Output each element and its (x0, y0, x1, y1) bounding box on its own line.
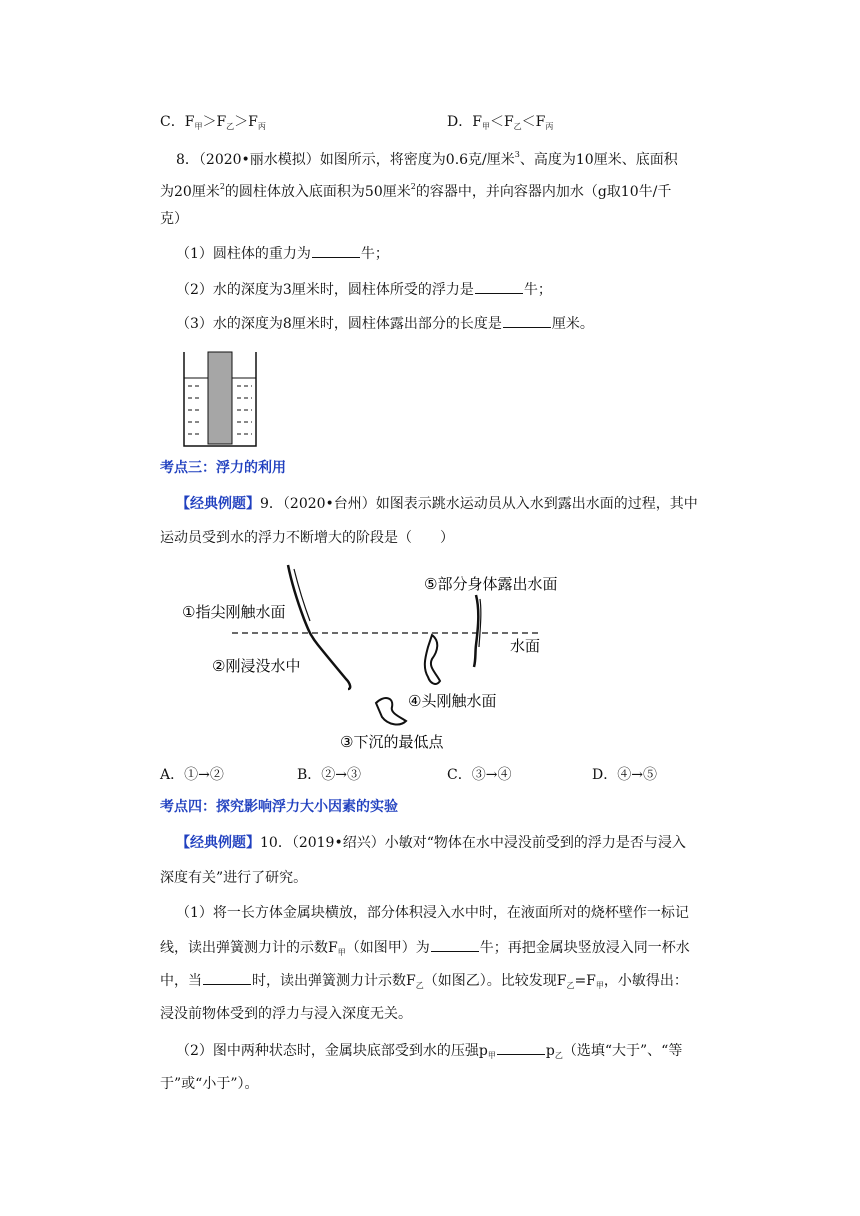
gt-sign: ＞ (234, 114, 249, 130)
q9-stem2: 运动员受到水的浮力不断增大的阶段是（ ） (160, 530, 454, 546)
label-3: ③下沉的最低点 (340, 733, 444, 751)
q8-part1-unit: 牛； (360, 246, 389, 262)
water-surface-label: 水面 (510, 637, 541, 655)
q8-part2-unit: 牛； (523, 282, 552, 298)
label-2: ②刚浸没水中 (212, 657, 301, 675)
q9-option-a: A．①→② (160, 767, 224, 783)
sub-yi: 乙 (415, 981, 424, 990)
q9-option-c: C．③→④ (447, 767, 512, 783)
q8-stem-line3 (160, 209, 188, 229)
q9-tag: 【经典例题】 (176, 496, 260, 512)
sub-yi: 乙 (513, 122, 522, 131)
gt-sign: ＞ (202, 114, 217, 130)
answer-blank[interactable] (431, 937, 479, 952)
q9-stem-line1 (176, 494, 698, 514)
section-3-heading: 考点三：浮力的利用 (160, 460, 286, 476)
q8-part2 (176, 279, 552, 300)
sub-bing: 丙 (545, 122, 554, 131)
q8-part1-text: （1）圆柱体的重力为 (176, 246, 311, 262)
q10-part1-a: （1）将一长方体金属块横放，部分体积浸入水中时，在液面所对的烧杯壁作一标记 (176, 905, 689, 921)
label-1: ①指尖刚触水面 (182, 603, 286, 621)
q8-stem2b: 的圆柱体放入底面积为50厘米 (224, 184, 411, 200)
q8-stem2a: 为20厘米 (160, 184, 220, 200)
diver-surfacing (425, 635, 440, 684)
q9-stem1: 9．（2020•台州）如图表示跳水运动员从入水到露出水面的过程，其中 (260, 496, 698, 512)
q8-part3-text: （3）水的深度为8厘米时，圆柱体露出部分的长度是 (176, 316, 502, 332)
diver-emerged (474, 595, 478, 667)
q10-part1-line4 (160, 1004, 412, 1024)
q10-part2-line2 (160, 1074, 258, 1094)
sub-yi: 乙 (226, 122, 235, 131)
sup-2: 2 (219, 182, 225, 191)
q8-stem-line2 (160, 177, 671, 202)
label-5: ⑤部分身体露出水面 (424, 575, 558, 593)
q10-part1-line3 (160, 970, 688, 996)
q8-stem1b: 、高度为10厘米、底面积 (519, 152, 678, 168)
q8-stem1: 8．（2020•丽水模拟）如图所示，将密度为0.6克/厘米 (176, 152, 515, 168)
answer-blank[interactable] (497, 1040, 545, 1055)
sub-jia: 甲 (337, 948, 346, 957)
answer-blank[interactable] (203, 970, 251, 985)
lt-sign: ＜ (489, 114, 504, 130)
q7-option-d: D．$F_甲<F_乙<F_丙$ (447, 114, 554, 131)
q10-part1-e: 中，当 (160, 973, 202, 989)
q8-part3-unit: 厘米。 (551, 316, 594, 332)
q10-part1-h: =F (574, 973, 596, 989)
sub-yi: 乙 (566, 981, 575, 990)
q10-part1-b: 线，读出弹簧测力计的示数F (160, 940, 338, 956)
q10-stem1: 10．（2019•绍兴）小敏对“物体在水中浸没前受到的浮力是否与浸入 (260, 835, 686, 851)
q10-part2-b: p (545, 1043, 555, 1059)
q10-part1-c: （如图甲）为 (345, 940, 430, 956)
q10-part2-d: 于”或“小于”）。 (160, 1076, 259, 1092)
answer-blank[interactable] (312, 243, 360, 258)
sub-yi: 乙 (554, 1051, 563, 1060)
sup-2: 2 (410, 182, 416, 191)
q10-stem-line2 (160, 868, 307, 888)
q9-stem-line2 (160, 528, 454, 548)
sup-3: 3 (514, 150, 520, 159)
container-cylinder-figure (180, 348, 260, 450)
diver-lowest (376, 698, 406, 724)
sub-jia: 甲 (595, 981, 604, 990)
q8-stem-line1 (176, 145, 678, 170)
q8-part2-text: （2）水的深度为3厘米时，圆柱体所受的浮力是 (176, 282, 474, 298)
q7-option-c-label: C．F (160, 114, 195, 130)
q10-part1-i: ，小敏得出： (603, 973, 688, 989)
q7-option-d-label: D．F (447, 114, 482, 130)
q10-part1-d: 牛；再把金属块竖放浸入同一杯水 (479, 940, 690, 956)
q10-part1-f: 时，读出弹簧测力计示数F (252, 973, 416, 989)
q7-option-c: C．$F_甲>F_乙>F_丙$ (160, 114, 266, 131)
answer-blank[interactable] (475, 279, 523, 294)
sub-jia: 甲 (481, 122, 490, 131)
sub-bing: 丙 (257, 122, 266, 131)
q10-part2-line1 (176, 1040, 682, 1066)
q8-stem3: 克） (160, 211, 188, 227)
lt-sign: ＜ (521, 114, 536, 130)
diving-figure (170, 555, 570, 755)
q10-part2-a: （2）图中两种状态时，金属块底部受到水的压强p (176, 1043, 488, 1059)
q9-option-b: B．②→③ (297, 767, 362, 783)
q9-option-d: D．④→⑤ (592, 767, 657, 783)
q10-part1-line2 (160, 937, 690, 963)
q10-tag: 【经典例题】 (176, 835, 260, 851)
section-4-heading: 考点四：探究影响浮力大小因素的实验 (160, 799, 398, 815)
q10-part1-line1 (176, 903, 689, 923)
sub-jia: 甲 (487, 1051, 496, 1060)
label-4: ④头刚触水面 (408, 692, 497, 710)
q8-part3 (176, 313, 594, 334)
q10-stem-line1 (176, 833, 686, 853)
sub-jia: 甲 (194, 122, 203, 131)
q10-part1-j: 浸没前物体受到的浮力与浸入深度无关。 (160, 1006, 412, 1022)
q8-part1 (176, 243, 389, 264)
answer-blank[interactable] (503, 313, 551, 328)
cylinder-block (208, 352, 232, 444)
q8-stem2c: 的容器中，并向容器内加水（g取10牛/千 (415, 184, 672, 200)
q10-part2-c: （选填“大于”、“等 (562, 1043, 683, 1059)
q10-stem2: 深度有关”进行了研究。 (160, 870, 308, 886)
q10-part1-g: （如图乙）。比较发现F (423, 973, 567, 989)
